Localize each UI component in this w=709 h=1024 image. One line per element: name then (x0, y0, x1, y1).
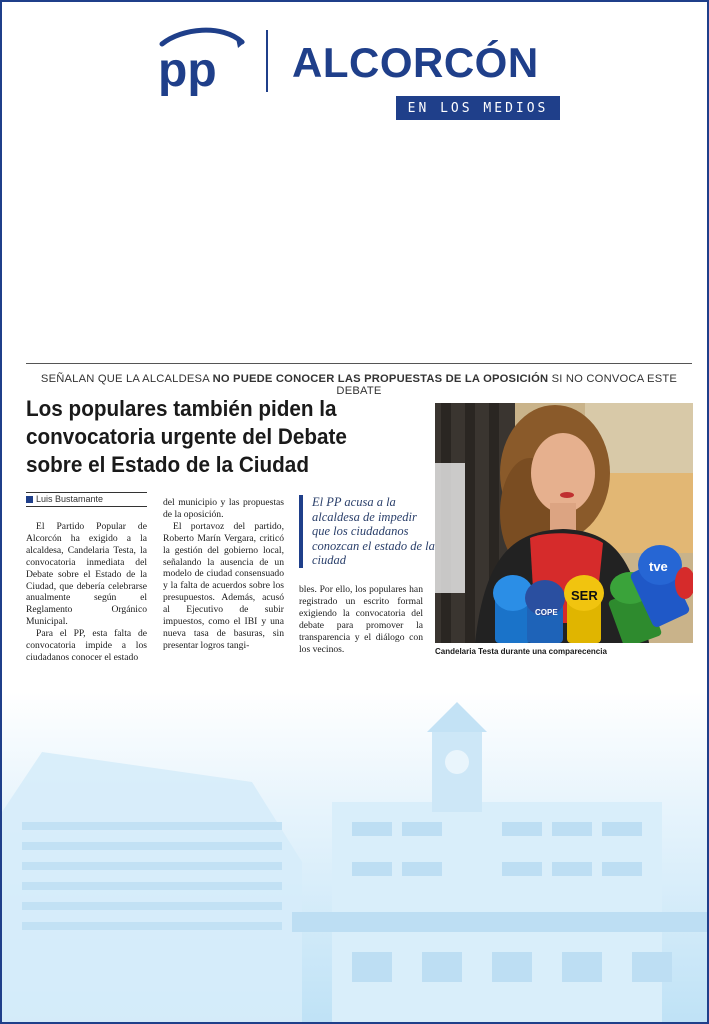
paragraph: Para el PP, esta falta de convocatoria impide a los ciudadanos conocer el estado (26, 628, 147, 663)
paragraph: del municipio y las propuestas de la oposición. (163, 497, 284, 520)
byline-square-icon (26, 496, 33, 503)
background-building-image (2, 692, 707, 1022)
mic-label-ser: SER (571, 588, 598, 603)
byline-rule-bottom (26, 506, 147, 507)
headline-line-3: sobre el Estado de la Ciudad (26, 452, 309, 477)
top-rule (26, 363, 692, 364)
kicker (26, 373, 692, 397)
headline-line-2: convocatoria urgente del Debate (26, 424, 347, 449)
headline (26, 395, 422, 479)
header-divider (266, 30, 268, 92)
kicker-pre: SEÑALAN QUE LA ALCALDESA (40, 373, 210, 385)
byline (26, 494, 103, 504)
article-column-1 (26, 521, 147, 664)
header (2, 2, 707, 142)
kicker-post: SI NO CONVOCA ESTE DEBATE (336, 373, 678, 397)
paragraph: bles. Por ello, los populares han registrado un escrito formal exigiendo la convocatoria del debate para promover la transparencia y el diálogo con los vecinos. (299, 584, 423, 655)
pp-logo (152, 26, 247, 96)
article-column-2 (163, 497, 284, 652)
paragraph: El portavoz del partido, Roberto Marín Vergara, criticó la gestión del gobierno local, señalando la ausencia de un modelo de ciudad consensuado y la falta de acuerdos sobre los presupuestos. Además, acusó al Ejecutivo de subir impuestos, como el IBI y una nueva tasa de basuras, sin presentar logros tangi- (163, 520, 284, 651)
en-los-medios-badge: EN LOS MEDIOS (396, 96, 560, 120)
pp-logo-text: pp (158, 44, 217, 96)
mic-label-cope: COPE (535, 608, 558, 617)
pull-quote: El PP acusa a la alcaldesa de impedir que los ciudadanos conozcan el estado de la ciudad (299, 495, 436, 568)
kicker-bold: NO PUEDE CONOCER LAS PROPUESTAS DE LA OPOSICIÓN (212, 373, 549, 385)
photo-caption: Candelaria Testa durante una comparecencia (435, 647, 607, 656)
mic-label-tve: tve (649, 559, 668, 574)
city-title: ALCORCÓN (292, 39, 539, 86)
article-photo (435, 403, 693, 643)
headline-line-1: Los populares también piden la (26, 396, 337, 421)
paragraph: El Partido Popular de Alcorcón ha exigido a la alcaldesa, Candelaria Testa, la convocatoria inmediata del Debate sobre el Estado de la Ciudad, que debería celebrarse anualmente según el Reglamento Orgánico Municipal. (26, 521, 147, 628)
byline-rule-top (26, 492, 147, 493)
byline-author: Luis Bustamante (36, 494, 104, 504)
article-column-3 (299, 584, 423, 655)
